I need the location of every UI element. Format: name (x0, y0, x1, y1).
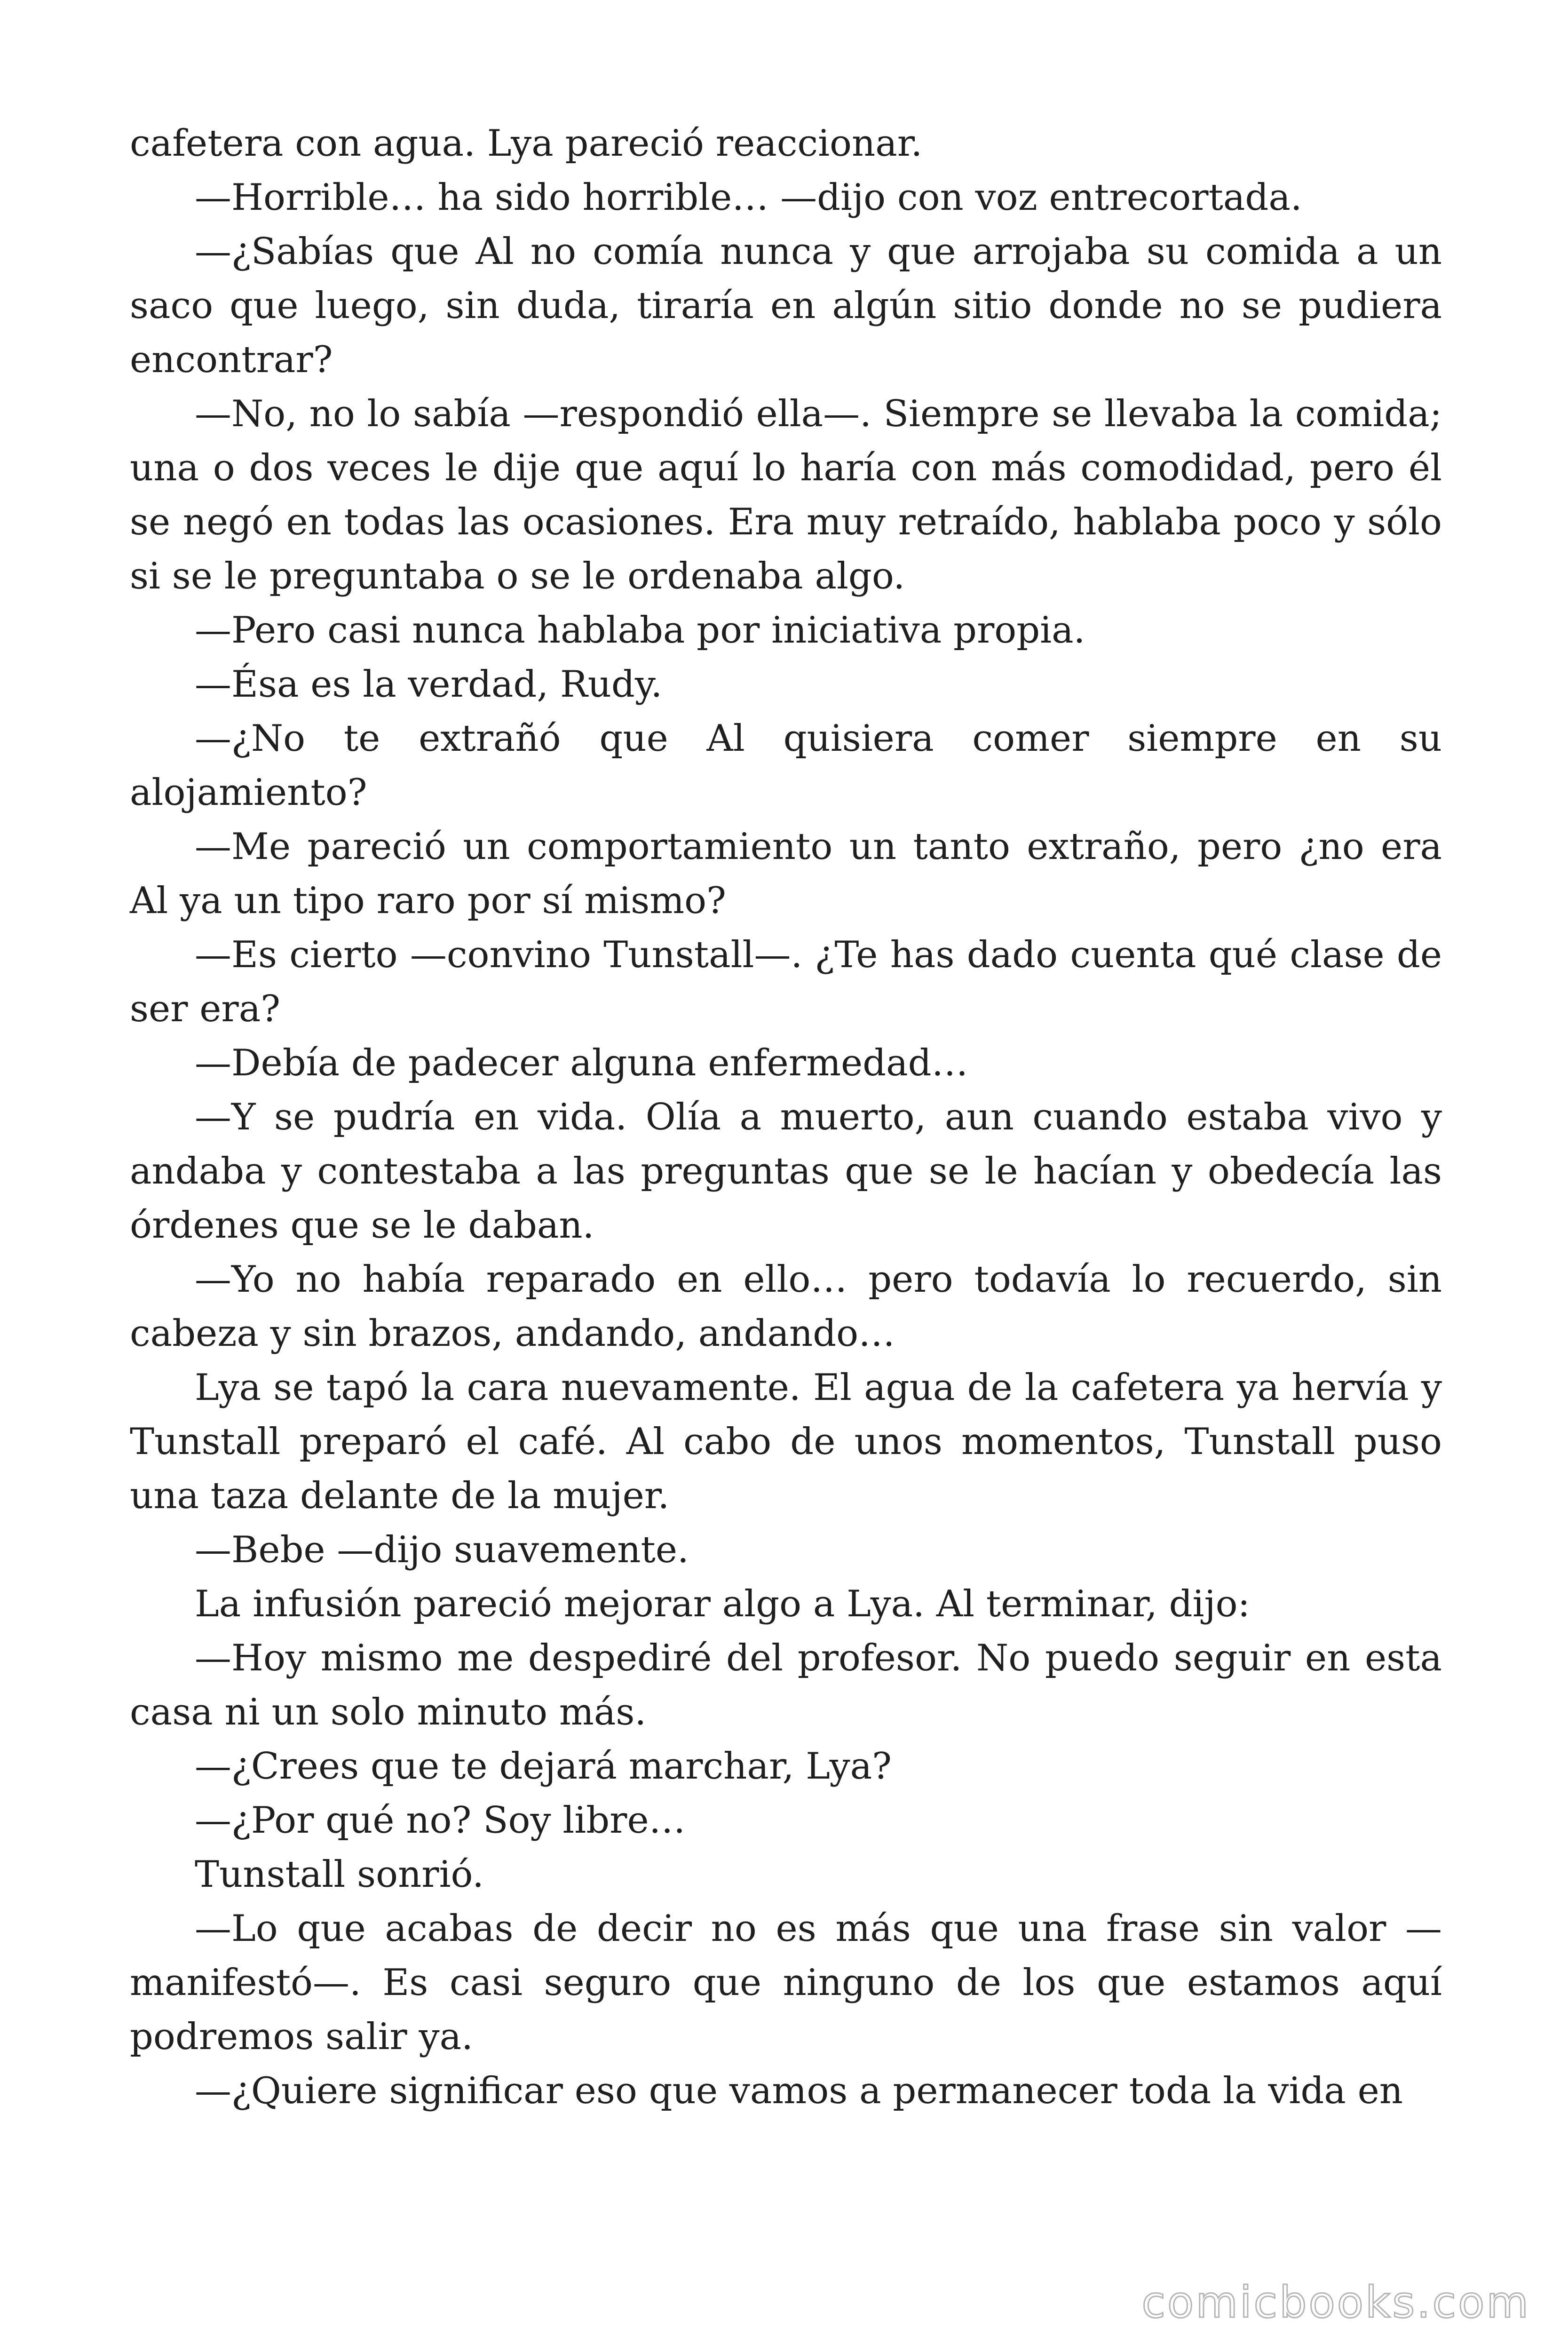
book-page-text (130, 117, 1442, 2118)
paragraph: —Pero casi nunca hablaba por iniciativa propia. (195, 609, 1085, 652)
paragraph: —Horrible… ha sido horrible… —dijo con voz entrecortada. (195, 176, 1302, 219)
paragraph: —Me pareció un comportamiento un tanto extraño, pero ¿no era Al ya un tipo raro por sí mismo? (130, 826, 1442, 922)
paragraph: Tunstall sonrió. (195, 1853, 484, 1896)
paragraph: cafetera con agua. Lya pareció reaccionar. (130, 122, 923, 165)
paragraph: —¿Sabías que Al no comía nunca y que arrojaba su comida a un saco que luego, sin duda, tiraría en algún sitio donde no se pudiera encontrar? (130, 230, 1442, 381)
paragraph: —¿Por qué no? Soy libre… (195, 1799, 686, 1842)
paragraph: —¿Crees que te dejará marchar, Lya? (195, 1745, 892, 1788)
paragraph: —Es cierto —convino Tunstall—. ¿Te has dado cuenta qué clase de ser era? (130, 934, 1442, 1030)
paragraph: —Lo que acabas de decir no es más que una frase sin valor —manifestó—. Es casi seguro que ninguno de los que estamos aquí podremos salir ya. (130, 1907, 1442, 2058)
paragraph: La infusión pareció mejorar algo a Lya. Al terminar, dijo: (195, 1583, 1250, 1625)
paragraph: —Y se pudría en vida. Olía a muerto, aun cuando estaba vivo y andaba y contestaba a las preguntas que se le hacían y obedecía las órdenes que se le daban. (130, 1096, 1442, 1247)
paragraph: Lya se tapó la cara nuevamente. El agua de la cafetera ya hervía y Tunstall preparó el café. Al cabo de unos momentos, Tunstall puso una taza delante de la mujer. (130, 1367, 1442, 1517)
paragraph: —Bebe —dijo suavemente. (195, 1529, 689, 1571)
paragraph: —Hoy mismo me despediré del profesor. No puedo seguir en esta casa ni un solo minuto más. (130, 1637, 1442, 1733)
paragraph: —Debía de padecer alguna enfermedad… (195, 1042, 968, 1084)
watermark: comicbooks.com (1141, 2277, 1530, 2328)
paragraph: —¿No te extrañó que Al quisiera comer siempre en su alojamiento? (130, 717, 1442, 814)
paragraph: —Ésa es la verdad, Rudy. (195, 663, 663, 706)
paragraph: —¿Quiere significar eso que vamos a permanecer toda la vida en (195, 2070, 1403, 2112)
paragraph: —No, no lo sabía —respondió ella—. Siempre se llevaba la comida; una o dos veces le dije que aquí lo haría con más comodidad, pero él se negó en todas las ocasiones. Era muy retraído, hablaba poco y sólo si se le preguntaba o se le ordenaba algo. (130, 393, 1442, 597)
paragraph: —Yo no había reparado en ello… pero todavía lo recuerdo, sin cabeza y sin brazos, andando, andando… (130, 1258, 1442, 1355)
